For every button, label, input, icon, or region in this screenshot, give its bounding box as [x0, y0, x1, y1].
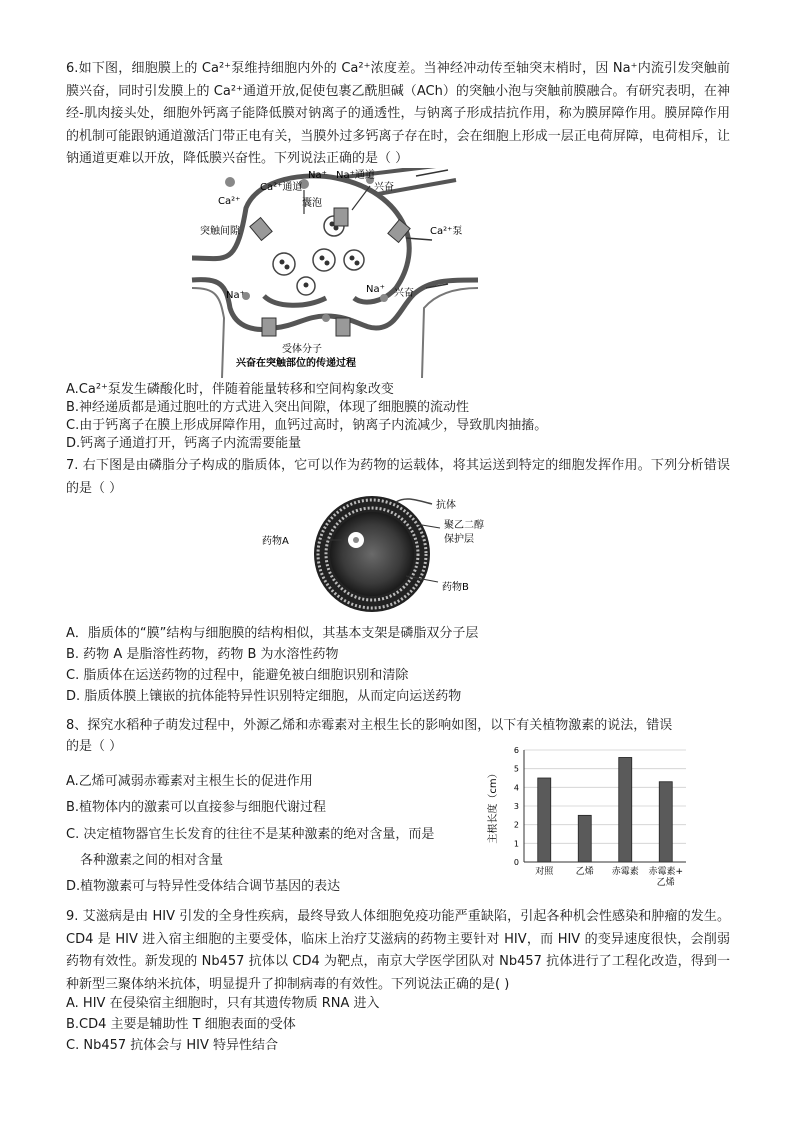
label-peg-2: 保护层: [444, 534, 474, 545]
q8-option-b: B.植物体内的激素可以直接参与细胞代谢过程: [66, 800, 327, 815]
synapse-figure: [186, 168, 486, 380]
figure-caption: 兴奋在突触部位的传递过程: [236, 358, 356, 369]
q8-option-a: A.乙烯可减弱赤霉素对主根生长的促进作用: [66, 774, 313, 789]
label-ca-left: Ca²⁺: [218, 196, 241, 207]
chart-bar: [538, 778, 551, 862]
q8-option-c-line-2: 各种激素之间的相对含量: [80, 853, 224, 868]
liposome-figure: [256, 494, 506, 618]
chart-x-tick-label: 乙烯: [575, 867, 594, 877]
chart-y-tick-label: 6: [513, 746, 519, 755]
label-na-channel: Na⁺通道: [336, 170, 375, 181]
chart-y-tick-label: 4: [513, 783, 519, 793]
chart-y-tick-label: 2: [513, 820, 519, 830]
label-vesicle: 囊泡: [302, 198, 322, 209]
label-na-top: Na⁺: [308, 170, 327, 181]
q6-option-a: A.Ca²⁺泵发生磷酸化时，伴随着能量转移和空间构象改变: [66, 382, 394, 397]
q6-option-d: D.钙离子通道打开，钙离子内流需要能量: [66, 436, 302, 451]
chart-bar: [619, 757, 632, 862]
root-length-bar-chart: [480, 740, 692, 892]
q8-stem-line-2: 的是（ ）: [66, 739, 123, 754]
chart-x-tick-label: 赤霉素+: [648, 867, 684, 877]
q7-option-a: A．脂质体的“膜”结构与细胞膜的结构相似，其基本支架是磷脂双分子层: [66, 626, 479, 641]
antibody-shape: [396, 499, 432, 504]
label-excite-top: 兴奋: [374, 182, 394, 193]
chart-bars: [538, 757, 673, 862]
q8-option-c-line-1: C. 决定植物器官生长发育的往往不是某种激素的绝对含量，而是: [66, 827, 435, 842]
q8-option-d: D.植物激素可与特异性受体结合调节基因的表达: [66, 879, 341, 894]
chart-y-tick-labels: [514, 746, 519, 867]
label-drug-b: 药物B: [442, 582, 469, 593]
label-cleft: 突触间隙: [200, 226, 240, 237]
liposome-core: [330, 512, 414, 596]
chart-x-tick-labels: [535, 865, 683, 888]
q9-stem: 9. 艾滋病是由 HIV 引发的全身性疾病，最终导致人体细胞免疫功能严重缺陷，引起各种机会性感染和肿瘤的发生。CD4 是 HIV 进入宿主细胞的主要受体，临床上治疗艾滋病的药物主要针对 HIV，而 HIV 的变异速度很快，会削弱药物有效性。新发现的 Nb457 抗体以 CD4 为靶点，南京大学医学团队对 Nb457 抗体进行了工程化改造，得到一种新型三聚体纳米抗体，明显提升了抑制病毒的有效性。下列说法正确的是( ): [66, 909, 730, 992]
q9-option-c: C. Nb457 抗体会与 HIV 特异性结合: [66, 1038, 279, 1053]
label-peg-1: 聚乙二醇: [444, 520, 484, 531]
q6-option-c: C.由于钙离子在膜上形成屏障作用，血钙过高时，钠离子内流减少，导致肌肉抽搐。: [66, 418, 548, 433]
q8-stem-line-1: 8、探究水稻种子萌发过程中，外源乙烯和赤霉素对主根生长的影响如图，以下有关植物激素的说法，错误: [66, 718, 673, 733]
label-excite-bottom: 兴奋: [394, 288, 414, 299]
chart-y-tick-label: 5: [513, 764, 519, 774]
label-receptor: 受体分子: [282, 344, 322, 355]
label-ca-channel: Ca²⁺通道: [260, 182, 303, 193]
chart-x-tick-label: 乙烯: [656, 878, 675, 888]
chart-bar: [659, 782, 672, 862]
chart-y-tick-label: 0: [513, 858, 519, 867]
q9-option-a: A. HIV 在侵染宿主细胞时，只有其遗传物质 RNA 进入: [66, 996, 380, 1011]
chart-x-tick-label: 对照: [535, 867, 554, 877]
q6-option-b: B.神经递质都是通过胞吐的方式进入突出间隙，体现了细胞膜的流动性: [66, 400, 470, 415]
label-na-bottom-right: Na⁺: [366, 284, 385, 295]
vesicle-group: [273, 216, 364, 295]
chart-y-tick-label: 1: [513, 839, 519, 849]
q6-stem: 6.如下图，细胞膜上的 Ca²⁺泵维持细胞内外的 Ca²⁺浓度差。当神经冲动传至轴突末梢时，因 Na⁺内流引发突触前膜兴奋，同时引发膜上的 Ca²⁺通道开放,促使包裹乙酰胆碱（ACh）的突触小泡与突触前膜融合。有研究表明，在神经-肌肉接头处，细胞外钙离子能降低膜对钠离子的通透性，与钠离子形成拮抗作用，称为膜屏障作用。膜屏障作用的机制可能跟钠通道激活门带正电有关，当膜外过多钙离子存在时，会在细胞上形成一层正电荷屏障，电荷相斥，让钠通道更难以开放，降低膜兴奋性。下列说法正确的是（ ）: [66, 61, 730, 166]
label-na-bottom-left: Na⁺: [226, 290, 245, 301]
chart-y-tick-label: 3: [513, 802, 519, 811]
receptor-shape-2: [336, 318, 350, 336]
label-drug-a: 药物A: [262, 536, 289, 547]
receptor-shape-1: [262, 318, 276, 336]
chart-x-tick-label: 赤霉素: [611, 867, 639, 877]
na-channel-shape: [334, 208, 348, 226]
chart-bar: [578, 815, 591, 862]
chart-y-axis-label: 主根长度（cm）: [488, 768, 499, 844]
label-antibody: 抗体: [436, 500, 456, 511]
ca-channel-shape: [250, 218, 272, 241]
q7-option-b: B. 药物 A 是脂溶性药物，药物 B 为水溶性药物: [66, 647, 339, 662]
label-ca-pump: Ca²⁺泵: [430, 226, 463, 237]
q7-stem: 7. 右下图是由磷脂分子构成的脂质体，它可以作为药物的运载体，将其运送到特定的细胞发挥作用。下列分析错误的是（ ）: [66, 458, 730, 496]
q7-option-c: C. 脂质体在运送药物的过程中，能避免被白细胞识别和清除: [66, 668, 409, 683]
q7-option-d: D. 脂质体膜上镶嵌的抗体能特异性识别特定细胞，从而定向运送药物: [66, 689, 462, 704]
q9-option-b: B.CD4 主要是辅助性 T 细胞表面的受体: [66, 1017, 296, 1032]
